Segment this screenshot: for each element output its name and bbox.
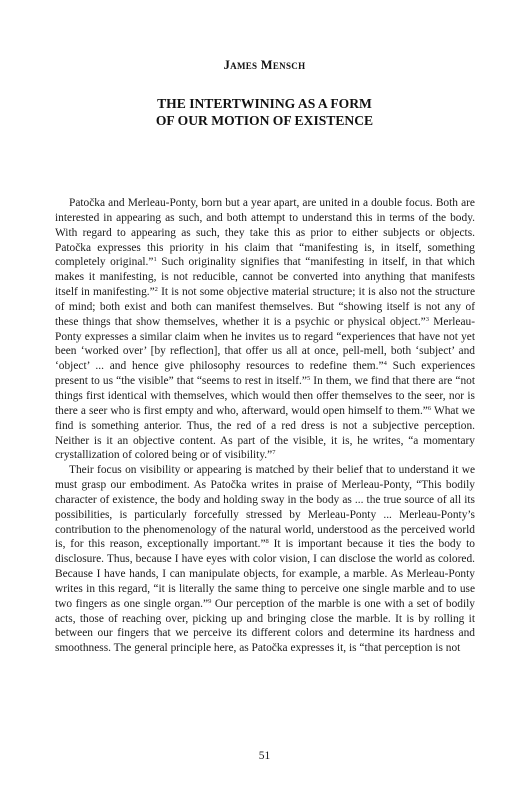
paragraph-1 — [55, 196, 475, 463]
paragraph-1-sentence: What we find is something anterior. Thus, the red of a red dress is not a subjective perception. Neither is it an objective content. As part of the visible, it is, he writes, “a momentary crystallization of colored being or of visibility.” — [55, 404, 475, 462]
page-number: 51 — [258, 750, 271, 762]
paragraph-2-sentence: Their focus on visibility or appearing is matched by their belief that to understand it we must grasp our embodiment. As Patočka writes in praise of Merleau-Ponty, “This bodily character of existence, the body and holding sway in the body as ... the true source of all its possibilities, is particularly forcefully stressed by Merleau-Ponty ... Merleau-Ponty’s contribution to the phenomenology of the natural world, understood as the perceived world is, for this reason, exceptionally important.” — [55, 464, 475, 551]
footnote-ref-9: 9 — [208, 597, 212, 605]
paragraph-1-sentence: Merleau-Ponty expresses a similar claim when he invites us to regard “experiences that have not yet been ‘worked over’ [by reflection], that offer us all at once, pell-mell, both ‘subject’ and ‘object’ ... and hence give philosophy resources to redefine them.” — [55, 315, 475, 373]
paragraph-2-sentence: It is important because it ties the body to disclosure. Thus, because I have eyes with color vision, I can disclose the world as colored. Because I have hands, I can manipulate objects, for example, a marble. As Merleau-Ponty writes in this regard, “it is literally the same thing to perceive one single marble and to use two fingers as one single organ.” — [55, 538, 475, 610]
running-head-author: James Mensch — [223, 58, 306, 72]
chapter-title-line-1: THE INTERTWINING AS A FORM — [157, 96, 372, 111]
footnote-ref-1: 1 — [153, 256, 157, 264]
chapter-title — [0, 95, 529, 129]
paragraph-2-sentence: Our perception of the marble is one with a set of bodily acts, those of reaching over, picking up and bringing close the marble. It is by rolling it between our fingers that we perceive its different colors and determine its hardness and smoothness. The general principle here, as Patočka expresses it, is “that perception is not — [55, 597, 475, 655]
chapter-title-line-2: OF OUR MOTION OF EXISTENCE — [155, 113, 374, 128]
footnote-ref-8: 8 — [265, 538, 269, 546]
paragraph-1-sentence: Patočka and Merleau-Ponty, born but a year apart, are united in a double focus. Both are interested in appearing as such, and both attempt to understand this in terms of the body. With regard to appearing as such, they take this as prior to either subjects or objects. Patočka expresses this priority in his claim that “manifesting is, in itself, something completely original.” — [55, 197, 475, 269]
footnote-ref-2: 2 — [154, 286, 158, 294]
footnote-ref-3: 3 — [425, 315, 429, 323]
paragraph-1-sentence: It is not some objective material structure; it is also not the structure of mind; both exist and both can manifest themselves. But “showing itself is not any of these things that show themselves, whether it is a psychic or physical object.” — [55, 286, 475, 328]
body-text — [55, 196, 475, 656]
footnote-ref-4: 4 — [383, 360, 387, 368]
footnote-ref-7: 7 — [272, 449, 276, 457]
paragraph-1-sentence: In them, we find that there are “not things first identical with themselves, which would then offer themselves to the seer, nor is there a seer who is first empty and who, afterward, would open himself to them.” — [55, 375, 476, 417]
footnote-ref-6: 6 — [427, 404, 432, 412]
paragraph-1-sentence: Such experiences present to us “the visible” that “seems to rest in itself.” — [55, 360, 475, 388]
paragraph-2 — [55, 463, 475, 656]
footnote-ref-5: 5 — [306, 375, 311, 383]
paragraph-1-sentence: Such originality signifies that “manifesting in itself, in that which makes it manifesting, is not reducible, cannot be converted into anything that manifests itself in manifesting.” — [55, 256, 475, 299]
